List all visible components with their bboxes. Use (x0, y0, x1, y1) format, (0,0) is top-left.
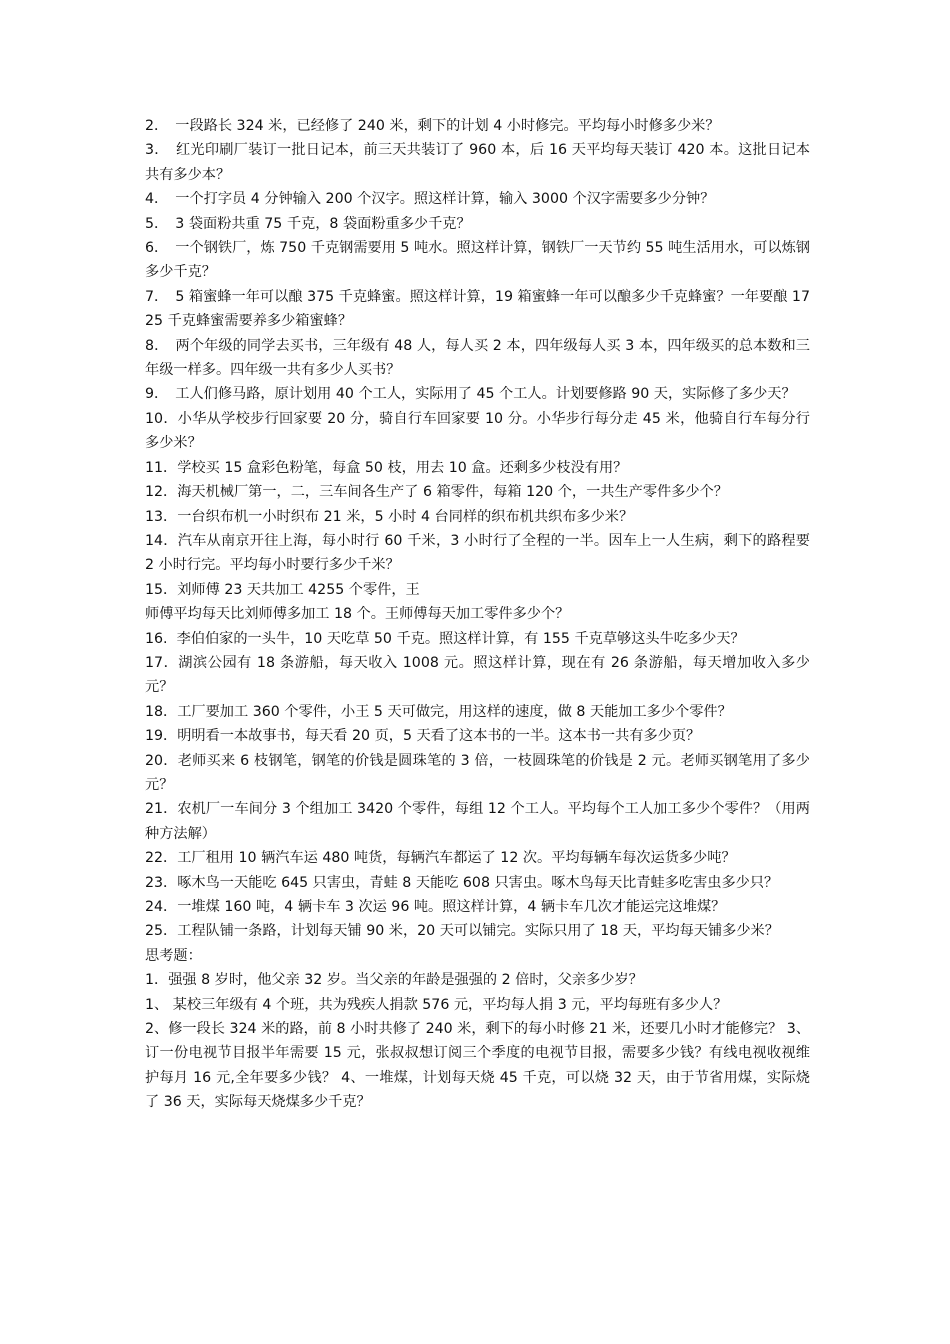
question-6: 6． 一个钢铁厂，炼 750 千克钢需要用 5 吨水。照这样计算，钢铁厂一天节约 55 吨生活用水，可以炼钢多少千克？ (145, 240, 810, 281)
question-23: 23．啄木鸟一天能吃 645 只害虫，青蛙 8 天能吃 608 只害虫。啄木鸟每天比青蛙多吃害虫多少只？ (145, 874, 779, 891)
question-24: 24．一堆煤 160 吨，4 辆卡车 3 次运 96 吨。照这样计算，4 辆卡车几次才能运完这堆煤？ (145, 899, 726, 915)
question-22: 22．工厂租用 10 辆汽车运 480 吨货，每辆汽车都运了 12 次。平均每辆车每次运货多少吨？ (145, 850, 736, 867)
question-11: 11．学校买 15 盒彩色粉笔，每盒 50 枝，用去 10 盒。还剩多少枝没有用？ (145, 459, 628, 476)
question-18: 18．工厂要加工 360 个零件，小王 5 天可做完，用这样的速度，做 8 天能加工多少个零件？ (145, 703, 732, 720)
worksheet (145, 114, 815, 1115)
question-9: 9． 工人们修马路，原计划用 40 个工人，实际用了 45 个工人。计划要修路 90 天，实际修了多少天？ (145, 386, 796, 403)
question-15-part-1: 15．刘师傅 23 天共加工 4255 个零件，王 (145, 581, 420, 598)
question-8: 8． 两个年级的同学去买书，三年级有 48 人，每人买 2 本，四年级每人买 3 本，四年级买的总本数和三年级一样多。四年级一共有多少人买书？ (145, 337, 810, 379)
question-20: 20．老师买来 6 枝钢笔，钢笔的价钱是圆珠笔的 3 倍，一枝圆珠笔的价钱是 2 元。老师买钢笔用了多少元？ (145, 752, 810, 793)
question-14: 14．汽车从南京开往上海，每小时行 60 千米，3 小时行了全程的一半。因车上一人生病，剩下的路程要 2 小时行完。平均每小时要行多少千米？ (145, 532, 815, 574)
question-12: 12．海天机械厂第一，二，三车间各生产了 6 箱零件，每箱 120 个，一共生产零件多少个？ (145, 484, 728, 501)
question-2: 2． 一段路长 324 米，已经修了 240 米，剩下的计划 4 小时修完。平均每小时修多少米？ (145, 118, 720, 134)
question-21: 21．农机厂一车间分 3 个组加工 3420 个零件，每组 12 个工人。平均每个工人加工多少个零件？（用两种方法解） (145, 801, 810, 842)
question-10: 10．小华从学校步行回家要 20 分，骑自行车回家要 10 分。小华步行每分走 45 米，他骑自行车每分行多少米？ (145, 410, 810, 452)
thinking-item-2: 1、 某校三年级有 4 个班，共为残疾人捐款 576 元，平均每人捐 3 元，平均每班有多少人？ (145, 996, 728, 1013)
question-4: 4． 一个打字员 4 分钟输入 200 个汉字。照这样计算，输入 3000 个汉字需要多少分钟？ (145, 191, 715, 208)
question-13: 13．一台织布机一小时织布 21 米，5 小时 4 台同样的织布机共织布多少米？ (145, 508, 634, 525)
question-19: 19．明明看一本故事书，每天看 20 页，5 天看了这本书的一半。这本书一共有多少页？ (145, 728, 701, 745)
question-5: 5． 3 袋面粉共重 75 千克，8 袋面粉重多少千克？ (145, 215, 471, 232)
question-15-part-2: 师傅平均每天比刘师傅多加工 18 个。王师傅每天加工零件多少个？ (145, 606, 570, 623)
question-17: 17．湖滨公园有 18 条游船，每天收入 1008 元。照这样计算，现在有 26 条游船，每天增加收入多少元？ (145, 654, 810, 696)
question-25: 25．工程队铺一条路，计划每天铺 90 米，20 天可以铺完。实际只用了 18 天，平均每天铺多少米？ (145, 923, 779, 940)
thinking-item-1: 1．强强 8 岁时，他父亲 32 岁。当父亲的年龄是强强的 2 倍时，父亲多少岁？ (145, 972, 643, 989)
thinking-item-3: 2、修一段长 324 米的路，前 8 小时共修了 240 米，剩下的每小时修 21 米，还要几小时才能修完？ 3、订一份电视节目报半年需要 15 元，张叔叔想订阅三个季度的电视节目报，需要多少钱？有线电视收视维护每月 16 元,全年要多少钱？ 4、一堆煤，计划每天烧 45 千克，可以烧 32 天，由于节省用煤，实际烧了 36 天，实际每天烧煤多少千克？ (145, 1021, 810, 1111)
thinking-heading: 思考题： (145, 947, 202, 964)
question-7: 7． 5 箱蜜蜂一年可以酿 375 千克蜂蜜。照这样计算，19 箱蜜蜂一年可以酿多少千克蜂蜜？一年要酿 1725 千克蜂蜜需要养多少箱蜜蜂？ (145, 288, 810, 330)
question-16: 16. 李伯伯家的一头牛，10 天吃草 50 千克。照这样计算，有 155 千克草够这头牛吃多少天？ (145, 630, 745, 647)
question-3: 3． 红光印刷厂装订一批日记本，前三天共装订了 960 本，后 16 天平均每天装订 420 本。这批日记本共有多少本？ (145, 142, 810, 183)
